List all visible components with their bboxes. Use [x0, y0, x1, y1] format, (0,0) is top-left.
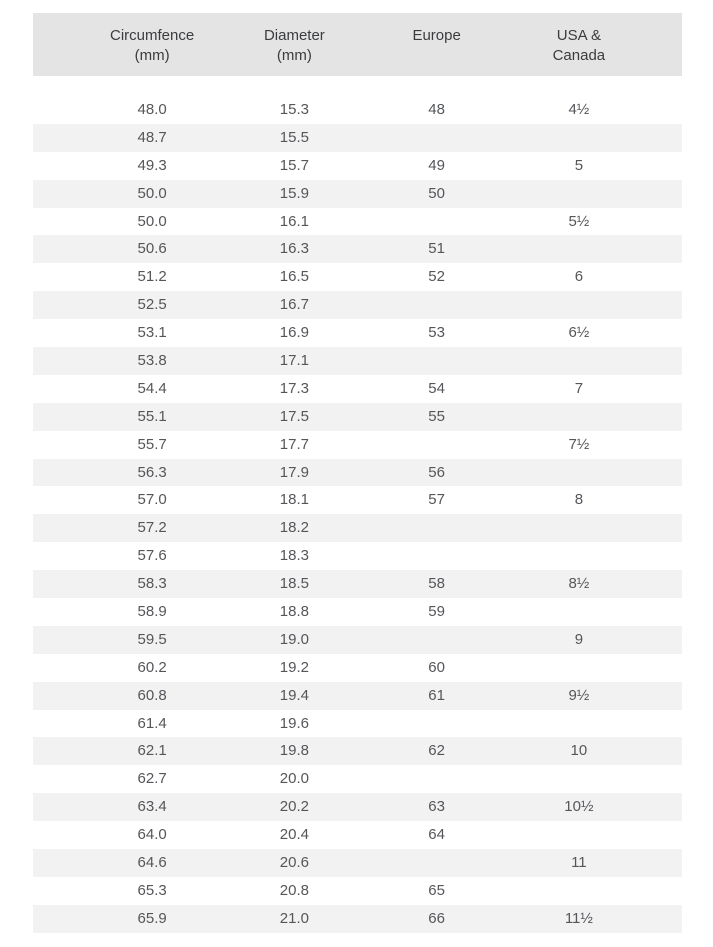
table-row	[33, 152, 682, 180]
col-header-europe-line2	[366, 46, 508, 66]
col-header-circumference-line2: (mm)	[134, 47, 170, 64]
table-row	[33, 821, 682, 849]
table-cell-europe: 64	[428, 826, 445, 844]
table-cell-diameter: 17.9	[279, 463, 309, 481]
table-row	[33, 905, 682, 933]
col-header-circumference-line1: Circumfence	[110, 27, 195, 44]
table-cell-diameter: 18.1	[279, 491, 309, 509]
table-cell-circumference: 55.1	[137, 407, 167, 425]
table-cell-diameter: 15.7	[279, 156, 309, 174]
table-row	[33, 403, 682, 431]
table-header-row	[33, 13, 682, 76]
table-cell-diameter: 19.4	[279, 686, 309, 704]
table-row	[33, 877, 682, 905]
table-cell-usa-canada: 7½	[568, 435, 590, 453]
table-cell-circumference: 48.7	[137, 128, 167, 146]
table-row	[33, 263, 682, 291]
table-cell-europe: 50	[428, 184, 445, 202]
table-cell-circumference: 63.4	[137, 798, 167, 816]
table-cell-circumference: 50.0	[137, 212, 167, 230]
ring-size-table	[33, 13, 682, 933]
table-cell-europe: 49	[428, 156, 445, 174]
table-cell-diameter: 17.1	[279, 352, 309, 370]
table-cell-circumference: 57.6	[137, 547, 167, 565]
table-row	[33, 347, 682, 375]
table-cell-europe: 63	[428, 798, 445, 816]
table-row	[33, 654, 682, 682]
table-cell-diameter: 18.5	[279, 575, 309, 593]
table-cell-circumference: 53.8	[137, 352, 167, 370]
table-cell-diameter: 16.1	[279, 212, 309, 230]
col-header-usa-canada-line2: Canada	[552, 47, 606, 64]
table-cell-diameter: 15.3	[279, 101, 309, 118]
table-cell-circumference: 64.6	[137, 854, 167, 872]
table-cell-diameter: 20.6	[279, 854, 309, 872]
table-body	[33, 96, 682, 933]
table-cell-diameter: 16.3	[279, 240, 309, 258]
col-header-europe-line1: Europe	[412, 27, 461, 44]
table-cell-usa-canada: 11	[571, 854, 587, 872]
table-cell-usa-canada: 10	[570, 742, 588, 760]
table-cell-diameter: 19.6	[279, 714, 309, 732]
table-cell-europe: 56	[428, 463, 445, 481]
table-cell-diameter: 21.0	[279, 909, 309, 927]
table-cell-usa-canada: 6	[574, 268, 584, 286]
table-cell-circumference: 65.9	[137, 909, 167, 927]
table-row	[33, 208, 682, 236]
table-row	[33, 849, 682, 877]
table-cell-diameter: 18.8	[279, 603, 309, 621]
table-cell-circumference: 57.2	[137, 519, 167, 537]
table-row	[33, 459, 682, 487]
table-row	[33, 486, 682, 514]
table-cell-circumference: 62.1	[137, 742, 167, 760]
table-cell-circumference: 60.2	[137, 658, 167, 676]
table-cell-diameter: 16.7	[279, 296, 309, 314]
table-cell-diameter: 20.0	[279, 770, 309, 788]
table-cell-europe: 51	[428, 240, 445, 258]
table-row	[33, 570, 682, 598]
table-cell-usa-canada: 11½	[564, 909, 593, 927]
table-cell-usa-canada: 10½	[564, 798, 594, 816]
table-cell-diameter: 15.5	[279, 128, 309, 146]
table-row	[33, 291, 682, 319]
col-header-diameter-line2: (mm)	[276, 47, 312, 64]
table-cell-diameter: 20.4	[279, 826, 309, 844]
table-row	[33, 235, 682, 263]
table-cell-usa-canada: 7	[574, 379, 584, 397]
table-cell-europe: 59	[428, 603, 445, 621]
table-row	[33, 710, 682, 738]
table-cell-diameter: 19.2	[279, 658, 309, 676]
table-cell-circumference: 58.3	[137, 575, 167, 593]
table-cell-europe: 55	[428, 407, 445, 425]
table-row	[33, 431, 682, 459]
table-cell-diameter: 17.5	[279, 407, 309, 425]
table-row	[33, 682, 682, 710]
table-cell-diameter: 16.5	[279, 268, 309, 286]
table-cell-usa-canada: 9½	[568, 686, 590, 704]
col-header-diameter	[223, 26, 365, 76]
table-cell-europe: 60	[428, 658, 445, 676]
table-cell-circumference: 61.4	[137, 714, 167, 732]
table-cell-circumference: 49.3	[137, 156, 167, 174]
table-cell-circumference: 50.6	[137, 240, 167, 258]
table-cell-europe: 53	[428, 324, 445, 342]
table-cell-diameter: 17.7	[279, 435, 309, 453]
table-cell-diameter: 16.9	[279, 324, 309, 342]
table-cell-usa-canada: 8	[574, 491, 584, 509]
table-cell-europe: 57	[428, 491, 445, 509]
table-cell-circumference: 62.7	[137, 770, 167, 788]
table-cell-circumference: 60.8	[137, 686, 167, 704]
table-row	[33, 124, 682, 152]
table-row	[33, 319, 682, 347]
table-cell-europe: 54	[428, 379, 445, 397]
table-cell-circumference: 54.4	[137, 379, 167, 397]
col-header-diameter-line1: Diameter	[263, 27, 325, 44]
table-cell-diameter: 18.3	[279, 547, 309, 565]
table-cell-circumference: 50.0	[137, 184, 167, 202]
table-cell-diameter: 19.8	[279, 742, 309, 760]
table-cell-europe: 61	[428, 686, 445, 704]
table-cell-europe: 58	[428, 575, 445, 593]
table-cell-diameter: 18.2	[279, 519, 309, 537]
col-header-usa-canada	[508, 26, 650, 76]
table-cell-circumference: 53.1	[137, 324, 167, 342]
table-cell-usa-canada: 4½	[568, 101, 590, 118]
table-cell-circumference: 58.9	[137, 603, 167, 621]
table-cell-circumference: 59.5	[137, 630, 167, 648]
table-cell-circumference: 55.7	[137, 435, 167, 453]
table-row	[33, 375, 682, 403]
table-row	[33, 514, 682, 542]
table-row	[33, 180, 682, 208]
table-cell-usa-canada: 9	[574, 630, 584, 648]
col-header-circumference	[81, 26, 223, 76]
table-row	[33, 542, 682, 570]
table-cell-circumference: 57.0	[137, 491, 167, 509]
table-cell-usa-canada: 6½	[568, 324, 590, 342]
table-cell-circumference: 48.0	[137, 101, 167, 118]
col-header-usa-canada-line1: USA &	[556, 27, 601, 44]
table-row	[33, 598, 682, 626]
table-row	[33, 626, 682, 654]
table-row	[33, 793, 682, 821]
table-cell-europe: 62	[428, 742, 445, 760]
table-row	[33, 737, 682, 765]
table-cell-europe: 66	[428, 909, 445, 927]
table-cell-diameter: 17.3	[279, 379, 309, 397]
table-cell-usa-canada: 5	[574, 156, 584, 174]
table-cell-diameter: 19.0	[279, 630, 309, 648]
table-cell-europe: 48	[428, 101, 445, 118]
table-cell-usa-canada: 8½	[568, 575, 590, 593]
table-row	[33, 765, 682, 793]
table-cell-circumference: 65.3	[137, 881, 167, 899]
col-header-europe	[366, 26, 508, 76]
table-cell-europe: 65	[428, 881, 445, 899]
table-cell-diameter: 20.8	[279, 881, 309, 899]
table-cell-diameter: 20.2	[279, 798, 309, 816]
table-cell-circumference: 64.0	[137, 826, 167, 844]
table-cell-circumference: 56.3	[137, 463, 167, 481]
table-cell-circumference: 51.2	[137, 268, 167, 286]
table-cell-circumference: 52.5	[137, 296, 167, 314]
table-cell-europe: 52	[428, 268, 445, 286]
table-cell-diameter: 15.9	[279, 184, 309, 202]
table-row	[33, 96, 682, 124]
table-cell-usa-canada: 5½	[568, 212, 590, 230]
